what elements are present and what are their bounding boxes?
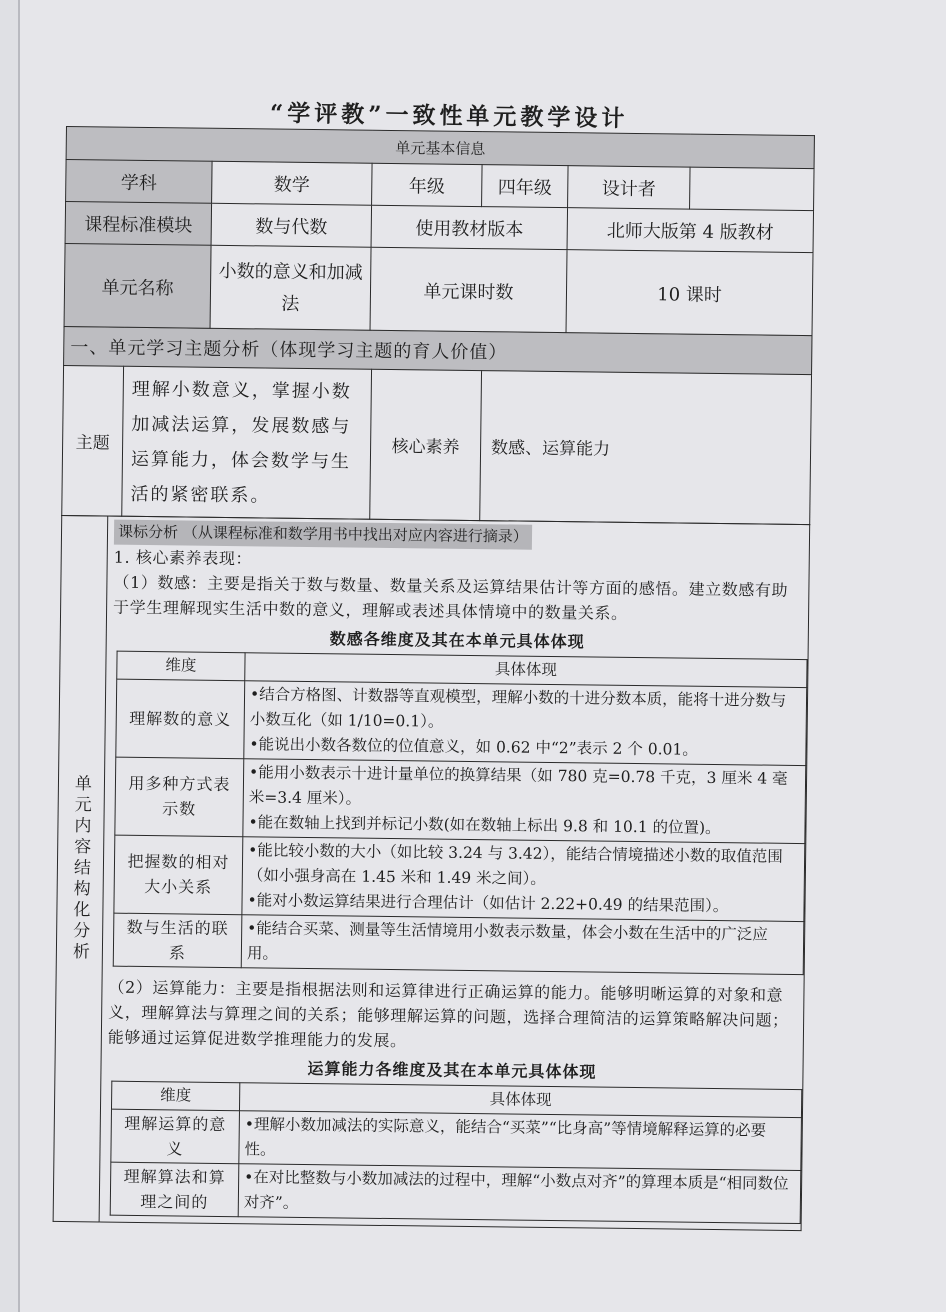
detail-line: •能对小数运算结果进行合理估计（如估计 2.22+0.49 的结果范围）。 (247, 891, 729, 915)
dimension-cell: 理解算法和算理之间的 (110, 1162, 239, 1217)
theme-analysis-table (61, 326, 812, 525)
content-analysis-body (99, 516, 810, 1231)
hours-label: 单元课时数 (370, 247, 567, 333)
table-row (113, 913, 804, 974)
core-literacy-label: 核心素养 (370, 370, 482, 521)
detail-line: •结合方格图、计数器等直观模型，理解小数的十进分数本质，能将十进分数与小数互化（如 1/10=0.1）。 (249, 685, 787, 731)
content-analysis-side-label: 单元内容结构化分析 (53, 515, 108, 1222)
basic-info-table (64, 126, 815, 337)
detail-cell (241, 915, 804, 975)
operation-table-caption: 运算能力各维度及其在本单元具体体现 (307, 1058, 597, 1082)
detail-cell (243, 759, 806, 844)
table-row (110, 1162, 801, 1223)
number-sense-table-caption: 数感各维度及其在本单元具体体现 (329, 629, 585, 652)
unit-label: 单元名称 (64, 243, 211, 329)
module-value: 数与代数 (211, 203, 372, 247)
grade-value: 四年级 (482, 165, 569, 208)
detail-line: •能说出小数各数位的位值意义，如 0.62 中“2”表示 2 个 0.01。 (249, 735, 698, 759)
operation-ability-table (110, 1080, 803, 1223)
theme-text: 理解小数意义，掌握小数加减法运算，发展数感与运算能力，体会数学与生活的紧密联系。 (122, 367, 372, 520)
detail-cell (239, 1111, 802, 1171)
hours-value: 10 课时 (566, 250, 813, 337)
section-1-title: 一、单元学习主题分析（体现学习主题的育人价值） (64, 327, 812, 375)
detail-line: •在对比整数与小数加减法的过程中，理解“小数点对齐”的算理本质是“相同数位对齐”。 (243, 1168, 789, 1212)
dimension-cell: 把握数的相对大小关系 (114, 835, 243, 915)
operation-head-detail: 具体体现 (239, 1083, 801, 1118)
operation-ability-paragraph: （2）运算能力：主要是指根据法则和运算律进行正确运算的能力。能够明晰运算的对象和意义，理解算法与算理之间的关系；能够理解运算的问题，选择合理简洁的运算策略解决问题；能够通过运算促进数学推理能力的发展。 (107, 977, 789, 1051)
detail-cell (244, 681, 807, 766)
detail-line: •能结合买菜、测量等生活情境用小数表示数量，体会小数在生活中的广泛应用。 (246, 919, 768, 963)
dimension-cell: 理解数的意义 (116, 679, 245, 759)
design-document (53, 126, 814, 1231)
subject-value: 数学 (212, 161, 373, 205)
unit-value: 小数的意义和加减法 (210, 245, 371, 331)
detail-line: •理解小数加减法的实际意义，能结合“买菜”“比身高”等情境解释运算的必要性。 (244, 1115, 767, 1159)
number-sense-table (113, 650, 808, 974)
detail-line: •能比较小数的大小（如比较 3.24 与 3.42），能结合情境描述小数的取值范围（如小强身高在 1.45 米和 1.49 米之间）。 (247, 841, 783, 888)
content-analysis-table (53, 515, 811, 1231)
theme-label: 主题 (62, 366, 124, 517)
detail-line: •能在数轴上找到并标记小数(如在数轴上标出 9.8 和 10.1 的位置)。 (248, 813, 721, 837)
basic-info-header: 单元基本信息 (66, 127, 814, 169)
table-row (115, 757, 806, 843)
designer-value (690, 167, 815, 211)
grade-label: 年级 (372, 163, 483, 206)
designer-label: 设计者 (568, 166, 691, 209)
table-row (111, 1109, 802, 1170)
subject-label: 学科 (66, 160, 213, 204)
module-label: 课程标准模块 (65, 202, 212, 246)
detail-cell (242, 837, 805, 922)
dimension-cell: 用多种方式表示数 (115, 757, 244, 837)
detail-line: •能用小数表示十进计量单位的换算结果（如 780 克=0.78 千克，3 厘米 4 毫米=3.4 厘米）。 (248, 763, 788, 808)
operation-head-dimension: 维度 (111, 1081, 239, 1111)
core-literacy-value: 数感、运算能力 (480, 371, 812, 525)
number-sense-head-dimension: 维度 (117, 651, 245, 681)
detail-cell (238, 1164, 801, 1224)
core-literacy-heading: 1. 核心素养表现： (113, 547, 253, 569)
textbook-value: 北师大版第 4 版教材 (567, 208, 814, 253)
page-title: “学评教”一致性单元教学设计 (269, 99, 629, 133)
curriculum-analysis-tag: 课标分析 （从课程标准和数学用书中找出对应内容进行摘录） (114, 519, 532, 549)
number-sense-head-detail: 具体体现 (245, 653, 807, 688)
number-sense-paragraph: （1）数感：主要是指关于数与数量、数量关系及运算结果估计等方面的感悟。建立数感有助于学生理解现实生活中数的意义，理解或表述具体情境中的数量关系。 (113, 572, 789, 623)
textbook-label: 使用教材版本 (371, 205, 567, 249)
dimension-cell: 数与生活的联系 (113, 913, 242, 968)
table-row (116, 679, 807, 765)
dimension-cell: 理解运算的意义 (111, 1109, 240, 1164)
table-row (114, 835, 805, 921)
